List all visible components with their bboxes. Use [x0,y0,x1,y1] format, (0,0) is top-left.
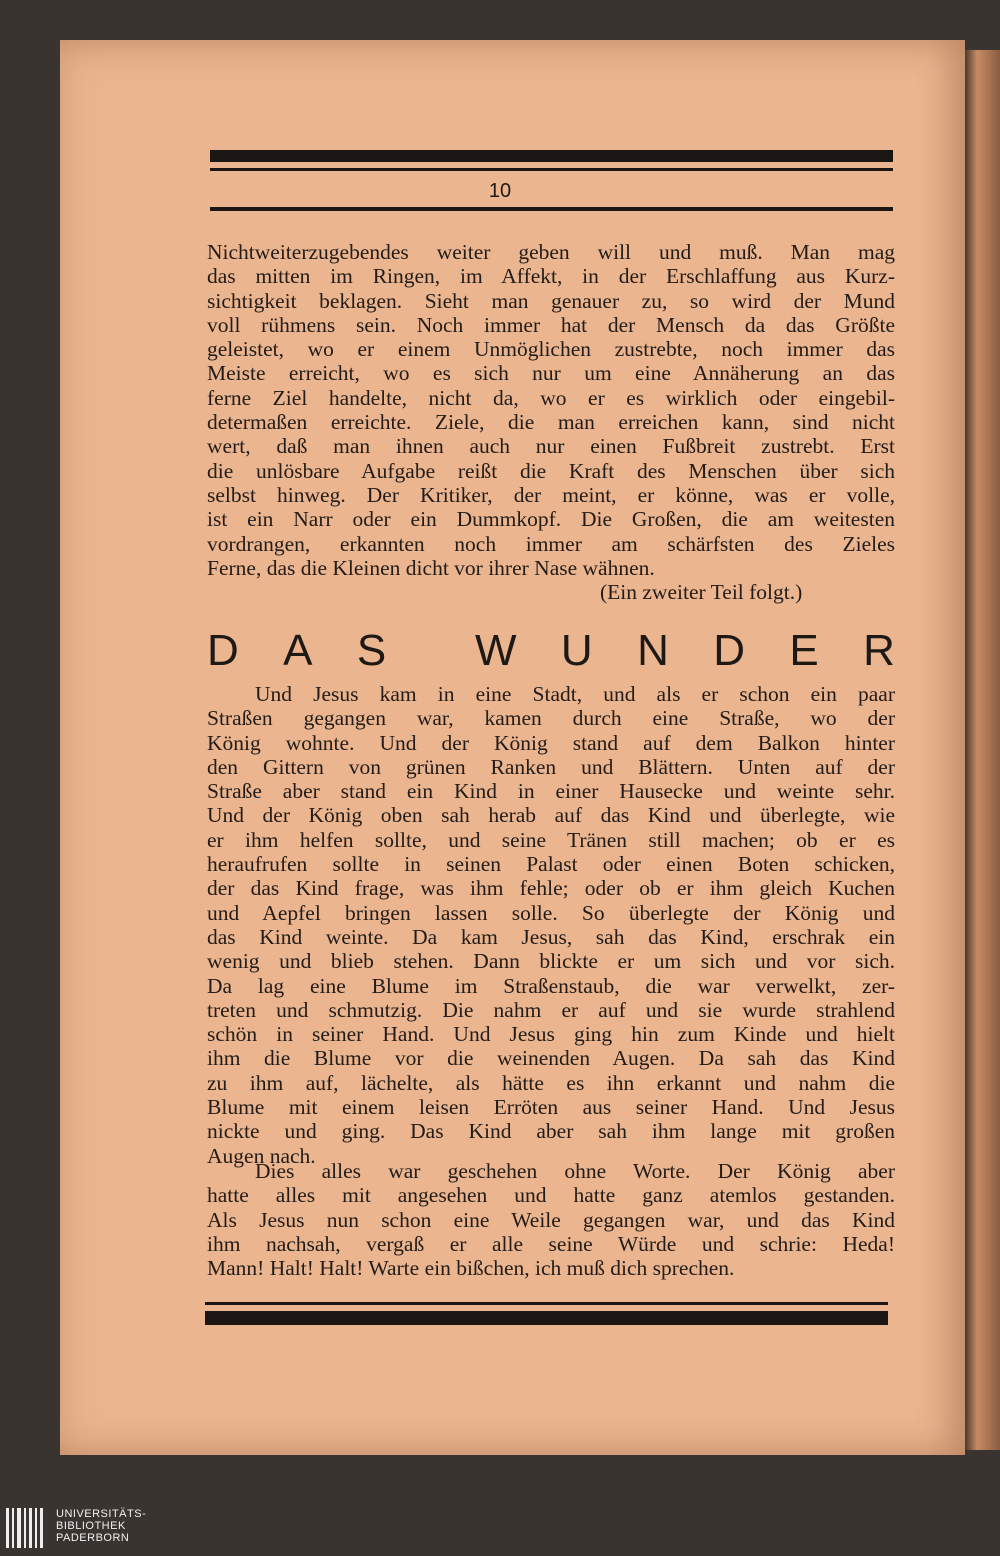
text-line: ihm die Blume vor die weinenden Augen. Da sah das Kind [207,1046,895,1071]
text-line: geleistet, wo er einem Unmöglichen zustrebte, noch immer das [207,337,895,362]
text-line: heraufrufen sollte in seinen Palast oder einen Boten schicken, [207,852,895,877]
title-letter: U [560,626,593,675]
text-line: zu ihm auf, lächelte, als hätte es ihn erkannt und nahm die [207,1070,895,1095]
text-line: hatte alles mit angesehen und hatte ganz atemlos gestanden. [207,1183,895,1208]
text-line: Straßen gegangen war, kamen durch eine Straße, wo der [207,706,895,731]
text-line: voll rühmens sein. Noch immer hat der Mensch da das Größte [207,312,895,337]
footer-rule-thick [205,1311,888,1325]
text-line: das mitten im Ringen, im Affekt, in der Erschlaffung aus Kurz- [207,264,895,289]
library-logo-line: PADERBORN [56,1532,130,1544]
text-line: Meiste erreicht, wo es sich nur um eine Annäherung an das [207,361,895,386]
title-letter: S [356,626,387,675]
text-line: das Kind weinte. Da kam Jesus, sah das Kind, erschrak ein [207,924,895,949]
text-line: ihm nachsah, vergaß er alle seine Würde und schrie: Heda! [207,1231,895,1256]
text-line: ist ein Narr oder ein Dummkopf. Die Großen, die am weitesten [207,507,895,532]
title-letter: N [637,626,669,675]
text-line: und Aepfel bringen lassen solle. So überlegte der König und [207,900,895,925]
text-line: Blume mit einem leisen Erröten aus seiner Hand. Und Jesus [207,1095,895,1120]
text-line: determaßen erreichte. Ziele, die man erreichen kann, sind nicht [207,410,895,435]
title-letter: W [475,626,517,675]
text-line: wert, daß man ihnen auch nur einen Fußbreit zustrebt. Erst [207,434,895,459]
title-letter: D [207,626,239,675]
header-rule-thick [210,150,893,162]
text-line: nickte und ging. Das Kind aber sah ihm lange mit großen [207,1119,895,1144]
header-rule-thin [210,168,893,171]
header-rule-bottom [210,207,893,211]
text-line: Augen nach. [207,1143,316,1168]
text-line: vordrangen, erkannten noch immer am schärfsten des Zieles [207,531,895,556]
title-letter: E [789,626,819,675]
article-title [207,626,895,676]
text-line: Ferne, das die Kleinen dicht vor ihrer Nase wähnen. [207,555,655,580]
text-line: selbst hinweg. Der Kritiker, der meint, er könne, was er volle, [207,482,895,507]
text-line: Dies alles war geschehen ohne Worte. Der König aber [255,1159,895,1183]
continued-note: (Ein zweiter Teil folgt.) [600,580,803,604]
text-line: treten und schmutzig. Die nahm er auf und sie wurde strahlend [207,997,895,1022]
footer-rule-thin [205,1302,888,1305]
library-logo-text [56,1508,146,1544]
library-logo-line: UNIVERSITÄTS- [56,1508,147,1520]
text-line: die unlösbare Aufgabe reißt die Kraft des Menschen über sich [207,458,895,483]
text-line: Und Jesus kam in eine Stadt, und als er schon ein paar [255,682,895,706]
text-line: ferne Ziel handelte, nicht da, wo er es wirklich oder eingebil- [207,385,895,410]
story-paragraph-1 [207,682,895,1168]
title-letter: D [713,626,745,675]
story-paragraph-2 [207,1159,895,1280]
library-logo-line: BIBLIOTHEK [56,1520,126,1532]
text-line: Nichtweiterzugebendes weiter geben will und muß. Man mag [207,240,895,264]
text-line: Als Jesus nun schon eine Weile gegangen war, und das Kind [207,1207,895,1232]
text-line: wenig und blieb stehen. Dann blickte er um sich und vor sich. [207,949,895,974]
text-line: sichtigkeit beklagen. Sieht man genauer zu, so wird der Mund [207,288,895,313]
adjacent-page-edge [962,50,1000,1450]
page-number: 10 [488,180,512,202]
title-letter: R [863,626,895,675]
text-line: der das Kind frage, was ihm fehle; oder ob er ihm gleich Kuchen [207,876,895,901]
paragraph-continuation [207,240,895,580]
text-line: Straße aber stand ein Kind in einer Hausecke und weinte sehr. [207,779,895,804]
text-line: den Gittern von grünen Ranken und Blättern. Unten auf der [207,754,895,779]
title-letter: A [283,626,313,675]
text-line: Da lag eine Blume im Straßenstaub, die war verwelkt, zer- [207,973,895,998]
text-line: schön in seiner Hand. Und Jesus ging hin zum Kinde und hielt [207,1022,895,1047]
text-line: Mann! Halt! Halt! Warte ein bißchen, ich muß dich sprechen. [207,1256,735,1281]
text-line: Und der König oben sah herab auf das Kind und überlegte, wie [207,803,895,828]
text-line: König wohnte. Und der König stand auf dem Balkon hinter [207,730,895,755]
text-line: er ihm helfen sollte, und seine Tränen still machen; ob er es [207,827,895,852]
